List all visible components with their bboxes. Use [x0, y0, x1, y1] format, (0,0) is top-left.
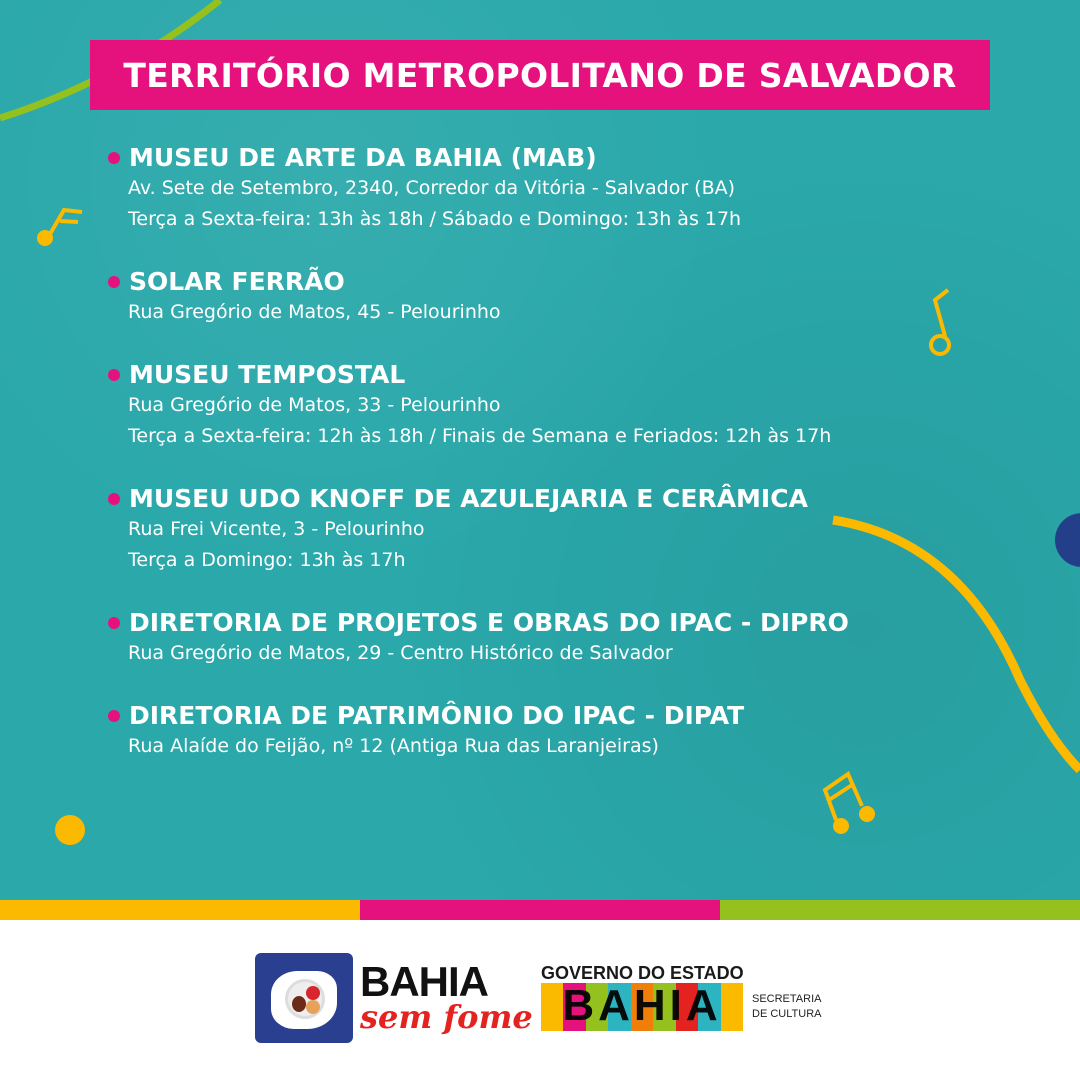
venue-entry — [108, 359, 831, 452]
venue-detail: Rua Gregório de Matos, 29 - Centro Histórico de Salvador — [128, 642, 673, 664]
venue-entry — [108, 266, 501, 328]
bullet-icon — [108, 152, 120, 164]
venue-detail: Rua Alaíde do Feijão, nº 12 (Antiga Rua das Laranjeiras) — [128, 735, 659, 757]
venue-detail: Rua Gregório de Matos, 33 - Pelourinho — [128, 394, 501, 416]
music-note-icon — [931, 290, 949, 354]
venue-detail: Rua Gregório de Matos, 45 - Pelourinho — [128, 301, 501, 323]
venue-detail: Av. Sete de Setembro, 2340, Corredor da Vitória - Salvador (BA) — [128, 177, 736, 199]
governo-label: GOVERNO DO ESTADO — [541, 963, 744, 983]
double-music-note-icon — [825, 774, 875, 834]
venue-name-text: DIRETORIA DE PROJETOS E OBRAS DO IPAC - DIPRO — [129, 608, 849, 637]
bullet-icon — [108, 617, 120, 629]
venue-name-text: DIRETORIA DE PATRIMÔNIO DO IPAC - DIPAT — [129, 701, 745, 730]
venue-name — [108, 607, 849, 638]
bullet-icon — [108, 710, 120, 722]
stripe-yellow — [0, 900, 360, 920]
venue-name-text: SOLAR FERRÃO — [129, 267, 345, 296]
sec-line2: DE CULTURA — [752, 1008, 822, 1020]
stripe-pink — [360, 900, 720, 920]
yellow-curve — [833, 520, 1080, 770]
venue-entry — [108, 700, 744, 762]
sem-fome-script: sem fome — [360, 998, 533, 1036]
venue-name — [108, 359, 831, 390]
bullet-icon — [108, 276, 120, 288]
music-note-icon — [37, 210, 82, 246]
venue-entry — [108, 607, 849, 669]
venue-name — [108, 142, 741, 173]
venue-name — [108, 700, 744, 731]
page-title: TERRITÓRIO METROPOLITANO DE SALVADOR — [90, 40, 990, 110]
venue-name-text: MUSEU DE ARTE DA BAHIA (MAB) — [129, 143, 597, 172]
venue-entry — [108, 483, 808, 576]
stripe-green — [720, 900, 1080, 920]
venue-detail: Terça a Domingo: 13h às 17h — [128, 549, 406, 571]
secretaria-label — [752, 992, 821, 1022]
venue-name-text: MUSEU TEMPOSTAL — [129, 360, 406, 389]
venue-detail: Rua Frei Vicente, 3 - Pelourinho — [128, 518, 425, 540]
yellow-dot — [55, 815, 85, 845]
bullet-icon — [108, 493, 120, 505]
venue-name-text: MUSEU UDO KNOFF DE AZULEJARIA E CERÂMICA — [129, 484, 808, 513]
bullet-icon — [108, 369, 120, 381]
venue-name — [108, 266, 501, 297]
venue-name — [108, 483, 808, 514]
venue-detail: Terça a Sexta-feira: 13h às 18h / Sábado e Domingo: 13h às 17h — [128, 208, 742, 230]
blue-circle — [1055, 513, 1080, 567]
footer — [0, 920, 1080, 1080]
venue-detail: Terça a Sexta-feira: 12h às 18h / Finais de Semana e Feriados: 12h às 17h — [128, 425, 832, 447]
bahia-sem-fome-wordmark: BAHIA — [360, 958, 488, 1005]
sec-line1: SECRETARIA — [752, 993, 822, 1005]
bahia-sem-fome-logo-icon — [255, 953, 353, 1043]
governo-bahia-logo — [541, 983, 743, 1031]
venue-entry — [108, 142, 741, 235]
bahia-wordmark: BAHIA — [562, 981, 722, 1030]
